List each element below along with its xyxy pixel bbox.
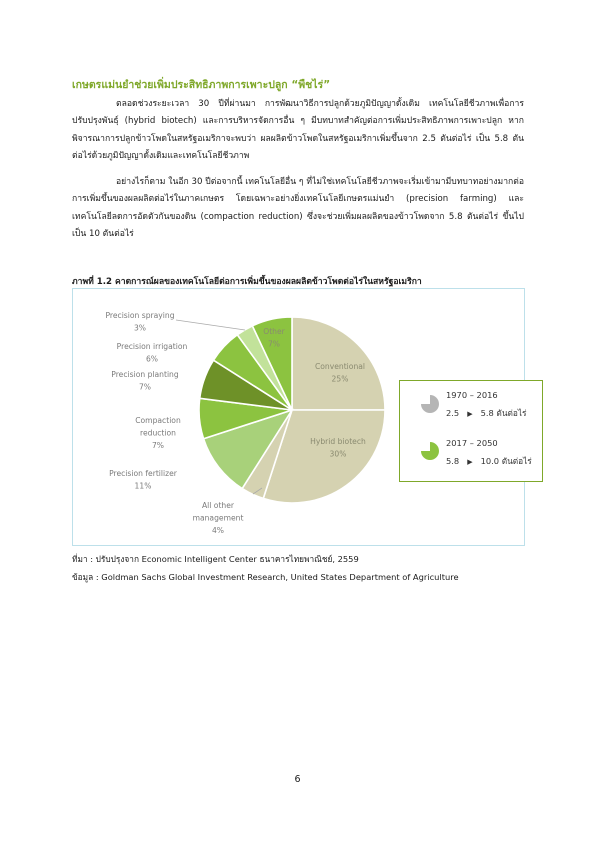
- legend-range-1: [446, 406, 527, 420]
- data-label-all-other-management: All other management 4%: [192, 501, 244, 535]
- legend-from-2: 5.8: [446, 456, 460, 466]
- data-note: ข้อมูล : Goldman Sachs Global Investment Research, United States Department of Agriculture: [72, 572, 459, 582]
- legend-from-1: 2.5: [446, 408, 460, 418]
- paragraph-2: อย่างไรก็ตาม ในอีก 30 ปีต่อจากนี้ เทคโนโลยีอื่น ๆ ที่ไม่ใช่เทคโนโลยีชีวภาพจะเริ่มเข้ามามีบทบาทอย่างมากต่อการเพิ่มขึ้นของผลผลิตต่อไร่ในภาคเกษตร โดยเฉพาะอย่างยิ่งเทคโนโลยีเกษตรแม่นยำ (precision farming) และเทคโนโลยีลดการอัดตัวกันของดิน (compaction reduction) ซึ่งจะช่วยเพิ่มผลผลิตของข้าวโพดจาก 5.8 ตันต่อไร่ ขึ้นไปเป็น 10 ตันต่อไร่: [72, 177, 524, 239]
- paragraph-1: ตลอดช่วงระยะเวลา 30 ปีที่ผ่านมา การพัฒนาวิธีการปลูกด้วยภูมิปัญญาดั้งเดิม เทคโนโลยีชีวภาพเพื่อการปรับปรุงพันธุ์ (hybrid biotech) และการบริหารจัดการอื่น ๆ มีบทบาทสำคัญต่อการเพิ่มประสิทธิภาพการเพาะปลูก หากพิจารณาการปลูกข้าวโพดในสหรัฐอเมริกาจะพบว่า ผลผลิตข้าวโพดในสหรัฐอเมริกาเพิ่มขึ้นจาก 2.5 ตันต่อไร่ เป็น 5.8 ตันต่อไร่ด้วยภูมิปัญญาดั้งเดิมและเทคโนโลยีชีวภาพ: [72, 99, 524, 161]
- legend-to-2: 10.0 ตันต่อไร่: [480, 456, 532, 466]
- data-label-precision-planting: Precision planting 7%: [111, 370, 179, 392]
- arrow-right-icon: ▶: [467, 458, 473, 466]
- figure-title: ภาพที่ 1.2 คาดการณ์ผลของเทคโนโลยีต่อการเพิ่มขึ้นของผลผลิตข้าวโพดต่อไร่ในสหรัฐอเมริกา: [72, 277, 422, 287]
- legend-period-2: 2017 – 2050: [446, 438, 498, 448]
- data-label-precision-irrigation: Precision irrigation 6%: [116, 342, 188, 364]
- source-note: ที่มา : ปรับปรุงจาก Economic Intelligent Center ธนาคารไทยพาณิชย์, 2559: [72, 554, 359, 564]
- data-label-compaction-reduction: Compaction reduction 7%: [135, 416, 181, 450]
- data-label-precision-spraying: Precision spraying 3%: [105, 311, 175, 333]
- legend-period-1: 1970 – 2016: [446, 390, 498, 400]
- leader-line-precision-spraying: [176, 320, 245, 330]
- data-label-precision-fertilizer: Precision fertilizer 11%: [109, 469, 177, 491]
- arrow-right-icon: ▶: [467, 410, 473, 418]
- legend-range-2: [446, 454, 532, 468]
- legend-icon-2017-2050: [421, 442, 439, 460]
- chart-legend: [399, 380, 543, 482]
- data-label-other: Other 7%: [263, 327, 285, 349]
- data-label-hybrid-biotech: Hybrid biotech 30%: [310, 437, 366, 459]
- legend-icon-1970-2016: [421, 395, 439, 413]
- legend-to-1: 5.8 ตันต่อไร่: [480, 408, 527, 418]
- page-number: 6: [294, 774, 301, 785]
- data-label-conventional: Conventional 25%: [314, 362, 366, 384]
- section-heading: เกษตรแม่นยำช่วยเพิ่มประสิทธิภาพการเพาะปลูก “พืชไร่”: [72, 79, 331, 91]
